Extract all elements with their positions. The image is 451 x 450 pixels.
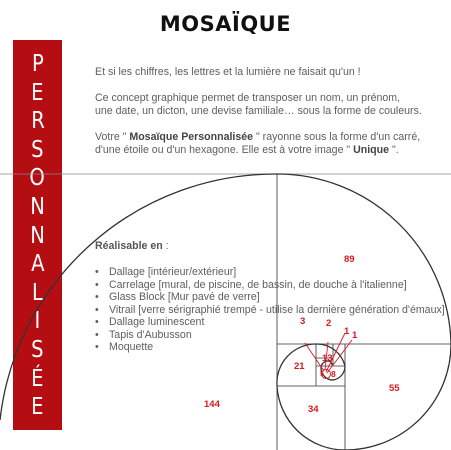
uses-list [95,266,445,354]
intro-paragraph-2-line1: Ce concept graphique permet de transposer un nom, un prénom, [95,92,401,104]
fib-label-34: 34 [308,404,319,415]
fib-label-144: 144 [204,399,220,410]
use-list-item: • Glass Block [Mur pavé de verre] [95,291,445,304]
fib-label-89: 89 [344,254,355,265]
intro-p3-pre: Votre " [95,131,130,143]
realisable-colon: : [162,240,169,252]
intro-p3-end: ". [389,144,399,156]
use-list-item: • Dallage [intérieur/extérieur] [95,266,445,279]
realisable-label: Réalisable en [95,240,163,252]
use-list-item: • Dallage luminescent [95,316,445,329]
banner-letter: N [30,222,45,249]
use-list-item: • Tapis d'Aubusson [95,329,445,342]
fib-label-13: 13 [322,353,333,364]
page-title: MOSAÏQUE [159,12,292,36]
use-list-item: • Moquette [95,341,445,354]
intro-p3-bold-mosaique: Mosaïque Personnalisée [129,131,254,143]
banner-letter: S [31,136,44,163]
use-list-item: • Vitrail [verre sérigraphié trempé - utilise la dernière génération d'émaux] [95,304,445,317]
banner-letter: R [30,108,45,135]
banner-letter: P [31,51,44,77]
banner-letter: E [31,79,44,106]
banner-letter: O [29,165,46,192]
fib-label-55: 55 [389,383,400,394]
banner-letter: N [30,193,45,220]
intro-text [95,66,447,170]
fib-label-2: 2 [326,318,332,329]
intro-p3-line2: d'une étoile ou d'un hexagone. Elle est à votre image " [95,144,354,156]
fib-label-5: 5 [320,371,324,378]
banner-letter: A [30,251,45,278]
banner-letter: E [31,394,44,421]
fib-label-8: 8 [331,369,336,379]
fib-label-1a: 1 [344,326,350,337]
intro-p3-mid: " rayonne sous la forme d'un carré, [253,131,421,143]
banner-letter: L [32,279,43,306]
realisable-heading [95,240,169,252]
use-list-item: • Carrelage [mural, de piscine, de bassin, de douche à l'italienne] [95,279,445,292]
intro-paragraph-3 [95,131,447,157]
intro-paragraph-2-line2: une date, un dicton, une devise familiale… sous la forme de couleurs. [95,105,422,117]
intro-p3-bold-unique: Unique [353,144,390,156]
fib-label-3: 3 [300,316,306,327]
banner-letter: I [34,308,41,335]
banner-letter: É [31,365,44,392]
fib-label-21: 21 [294,361,305,372]
intro-paragraph-1: Et si les chiffres, les lettres et la lumière ne faisait qu'un ! [95,66,361,78]
banner-letter: S [31,336,44,363]
intro-paragraph-2 [95,92,447,118]
fib-label-1b: 1 [352,330,358,341]
